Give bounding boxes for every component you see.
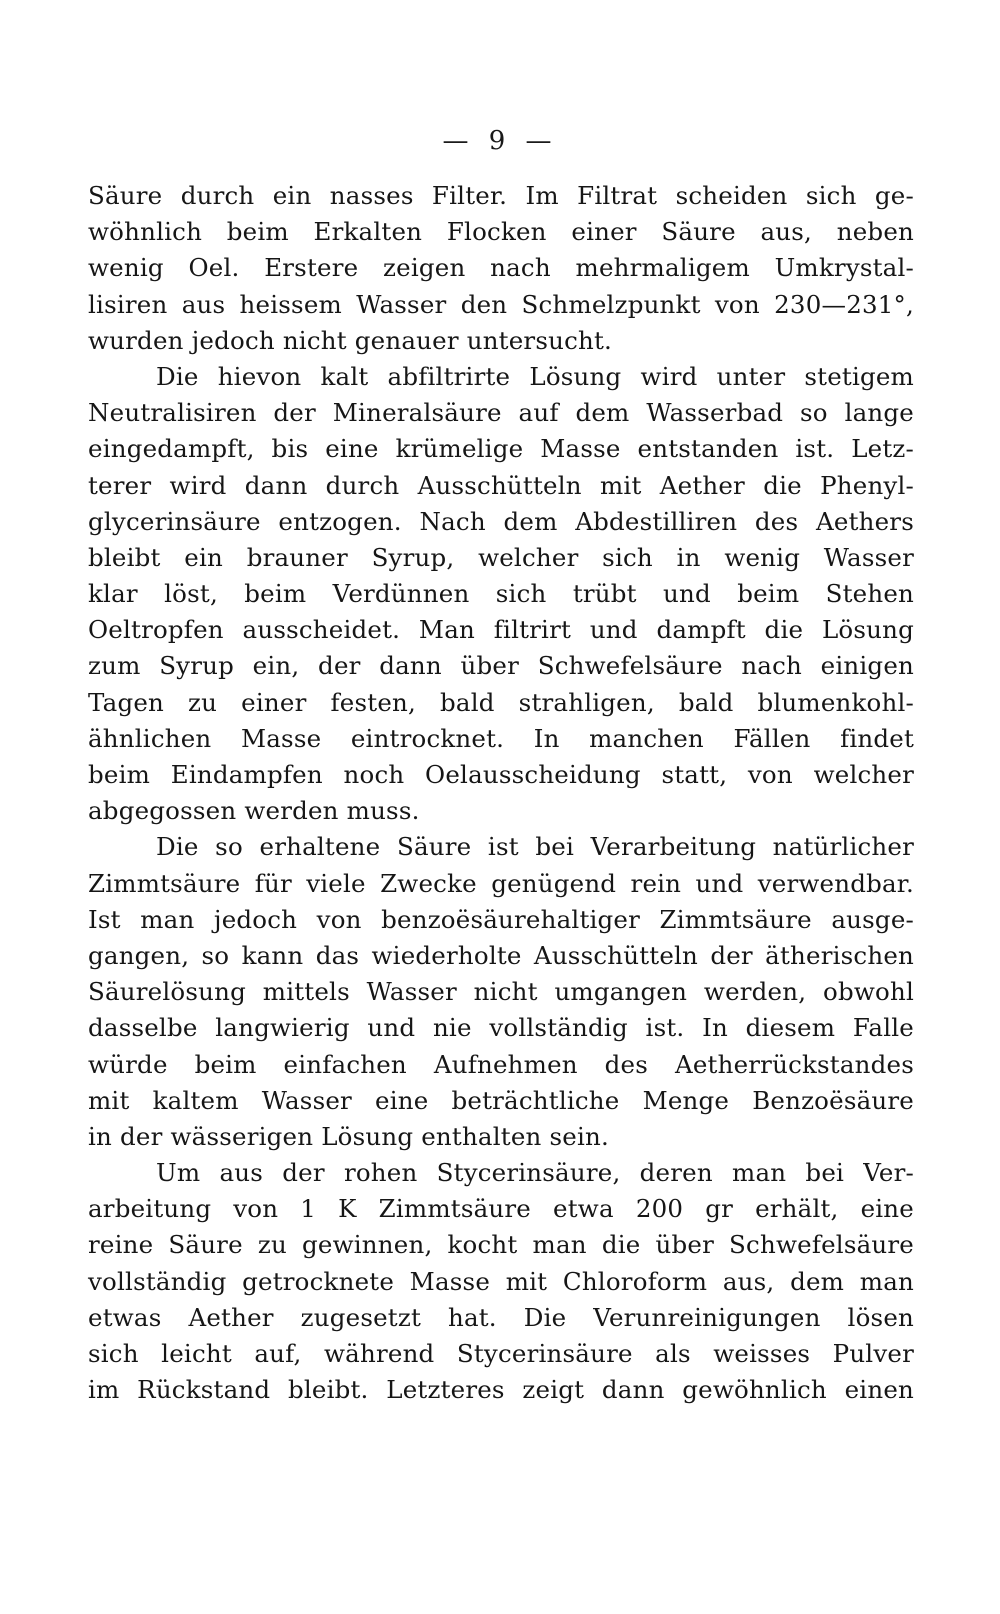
- text-line: Die so erhaltene Säure ist bei Verarbeitung natürlicher: [156, 832, 914, 862]
- text-line: bleibt ein brauner Syrup, welcher sich in wenig Wasser: [88, 542, 914, 572]
- text-line: reine Säure zu gewinnen, kocht man die über Schwefelsäure: [88, 1230, 914, 1260]
- text-line: Die hievon kalt abfiltrirte Lösung wird unter stetigem: [156, 361, 914, 391]
- text-line: arbeitung von 1 K Zimmtsäure etwa 200 gr erhält, eine: [88, 1194, 914, 1224]
- text-line: klar löst, beim Verdünnen sich trübt und beim Stehen: [88, 579, 914, 609]
- text-line: zum Syrup ein, der dann über Schwefelsäure nach einigen: [88, 651, 914, 681]
- text-line: ähnlichen Masse eintrocknet. In manchen Fällen findet: [88, 723, 914, 753]
- text-line: im Rückstand bleibt. Letzteres zeigt dann gewöhnlich einen: [88, 1375, 914, 1405]
- text-line: wöhnlich beim Erkalten Flocken einer Säure aus, neben: [88, 217, 914, 247]
- text-line: in der wässerigen Lösung enthalten sein.: [88, 1121, 609, 1151]
- text-line: mit kaltem Wasser eine beträchtliche Menge Benzoësäure: [88, 1085, 914, 1115]
- text-line: beim Eindampfen noch Oelausscheidung statt, von welcher: [88, 760, 914, 789]
- text-line: etwas Aether zugesetzt hat. Die Verunreinigungen lösen: [88, 1302, 914, 1332]
- text-line: sich leicht auf, während Stycerinsäure als weisses Pulver: [88, 1339, 914, 1368]
- text-line: Oeltropfen ausscheidet. Man filtrirt und dampft die Lösung: [88, 615, 914, 645]
- text-line: Ist man jedoch von benzoësäurehaltiger Zimmtsäure ausge-: [88, 904, 914, 934]
- text-line: Um aus der rohen Stycerinsäure, deren man bei Ver-: [156, 1158, 914, 1188]
- text-line: vollständig getrocknete Masse mit Chloroform aus, dem man: [88, 1266, 914, 1296]
- text-line: dasselbe langwierig und nie vollständig ist. In diesem Falle: [88, 1013, 914, 1043]
- text-line: Zimmtsäure für viele Zwecke genügend rein und verwendbar.: [88, 868, 914, 898]
- text-line: Neutralisiren der Mineralsäure auf dem Wasserbad so lange: [88, 398, 914, 428]
- page-number: — 9 —: [442, 126, 558, 156]
- text-line: lisiren aus heissem Wasser den Schmelzpunkt von 230—231°,: [88, 289, 914, 319]
- text-line: gangen, so kann das wiederholte Ausschütteln der ätherischen: [88, 940, 914, 970]
- text-line: eingedampft, bis eine krümelige Masse entstanden ist. Letz-: [88, 434, 914, 464]
- text-line: würde beim einfachen Aufnehmen des Aetherrückstandes: [88, 1049, 914, 1079]
- text-line: glycerinsäure entzogen. Nach dem Abdestilliren des Aethers: [88, 506, 914, 536]
- text-line: wenig Oel. Erstere zeigen nach mehrmaligem Umkrystal-: [88, 253, 914, 283]
- text-line: Säure durch ein nasses Filter. Im Filtrat scheiden sich ge-: [88, 181, 914, 210]
- text-line: terer wird dann durch Ausschütteln mit Aether die Phenyl-: [88, 470, 914, 500]
- body-text: [88, 178, 914, 1408]
- text-line: wurden jedoch nicht genauer untersucht.: [88, 325, 613, 355]
- text-line: Tagen zu einer festen, bald strahligen, bald blumenkohl-: [88, 687, 914, 717]
- text-line: Säurelösung mittels Wasser nicht umgangen werden, obwohl: [88, 977, 914, 1007]
- text-line: abgegossen werden muss.: [88, 796, 420, 826]
